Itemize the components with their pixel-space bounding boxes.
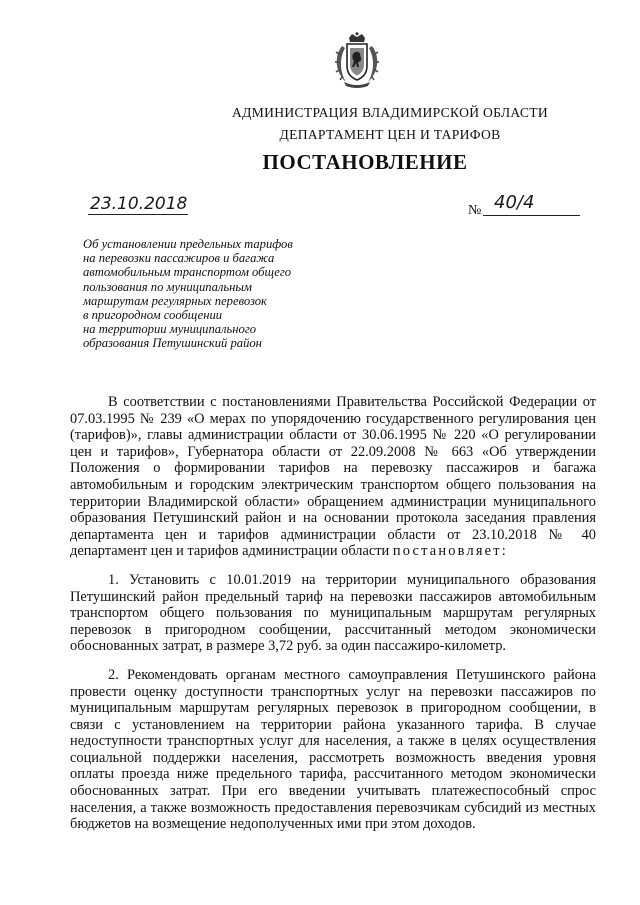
preamble-paragraph [70, 394, 596, 560]
subject-line: на территории муниципального [83, 322, 257, 337]
date-underline [88, 214, 188, 215]
item-1-paragraph: 1. Установить с 10.01.2019 на территории муниципального образования Петушинский район предельный тариф на перевозки пассажиров автомобильным транспортом общего пользования по муниципальным маршрутам регулярных перевозок в пригородном сообщении, рассчитанный методом экономически обоснованных затрат, в размере 3,72 руб. за один пассажиро-километр. [70, 571, 596, 655]
document-body [70, 394, 596, 845]
department-name: ДЕПАРТАМЕНТ ЦЕН И ТАРИФОВ [279, 127, 501, 142]
document-subject [83, 237, 323, 351]
document-title: ПОСТАНОВЛЕНИЕ [262, 150, 468, 174]
subject-line: образования Петушинский район [83, 336, 262, 351]
decree-word: постановляет: [392, 543, 508, 560]
subject-line: Об установлении предельных тарифов [83, 237, 293, 251]
document-number: 40/4 [494, 192, 535, 213]
coat-of-arms-icon [332, 32, 382, 90]
preamble-text: В соответствии с постановлениями Правительства Российской Федерации от 07.03.1995 № 239 «О мерах по упорядочению государственного регулирования цен (тарифов)», главы администрации области от 30.06.1995 № 220 «О регулировании цен и тарифов», Губернатора области от 22.09.2008 № 663 «Об утверждении Положения о формировании тарифов на перевозку пассажиров и багажа автомобильным и городским электрическим транспортом общего пользования на территории Владимирской области» обращением администрации муниципального образования Петушинский район и на основании протокола заседания правления департамента цен и тарифов администрации области от 23.10.2018 № 40 департамент цен и тарифов администрации области [70, 394, 596, 560]
organization-name: АДМИНИСТРАЦИЯ ВЛАДИМИРСКОЙ ОБЛАСТИ [232, 105, 548, 120]
number-underline [483, 215, 580, 216]
document-date: 23.10.2018 [90, 194, 188, 214]
subject-line: пользования по муниципальным [83, 279, 252, 294]
subject-line: в пригородном сообщении [83, 308, 223, 323]
subject-line: на перевозки пассажиров и багажа [83, 251, 275, 266]
number-label: № [468, 203, 482, 218]
subject-line: автомобильным транспортом общего [83, 265, 292, 280]
item-2-paragraph: 2. Рекомендовать органам местного самоуправления Петушинского района провести оценку доступности транспортных услуг на перевозки пассажиров по муниципальным маршрутам регулярных перевозок в пригородном сообщении, в связи с установлением на территории района указанного тарифа. В случае недоступности транспортных услуг для населения, а также в целях осуществления социальной поддержки населения, рассмотреть возможность введения уровня оплаты проезда ниже предельного тарифа, рассчитанного методом экономически обоснованных затрат. При его введении учитывать платежеспособный спрос населения, а также возможность предоставления перевозчикам субсидий из местных бюджетов на возмещение недополученных ими при этом доходов. [70, 666, 596, 833]
subject-line: маршрутам регулярных перевозок [83, 293, 267, 308]
